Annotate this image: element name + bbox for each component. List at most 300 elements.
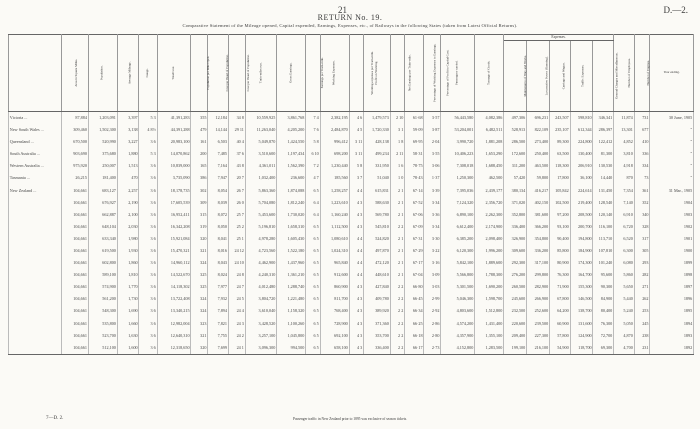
cell-xpt: 4 3 bbox=[349, 197, 363, 209]
cell-cost: 17,605,539 bbox=[157, 197, 191, 209]
cell-yr: " bbox=[650, 160, 694, 172]
cell-tons: 1,889,600 bbox=[475, 257, 504, 269]
cell-ppm: 321 bbox=[191, 330, 208, 342]
cell-npt: 2 1 bbox=[390, 185, 404, 197]
cell-eng: 282 bbox=[634, 269, 650, 281]
cell-e1: 292,300 bbox=[504, 257, 527, 269]
page-number: 21 bbox=[338, 5, 347, 15]
cell-cost: 41,391,283 bbox=[157, 112, 191, 125]
col-area: Area in Square Miles. bbox=[62, 35, 89, 112]
cell-ppm: 302 bbox=[191, 185, 208, 197]
cell-e1: 528,913 bbox=[504, 124, 527, 136]
cell-yr: 1892 bbox=[650, 342, 694, 355]
cell-eng: 352 bbox=[634, 197, 650, 209]
cell-earn: 1,221,480 bbox=[277, 293, 306, 305]
cell-cost: 16,342,208 bbox=[157, 221, 191, 233]
cell-e5: 81,300 bbox=[593, 148, 614, 160]
cell-ept: 6 5 bbox=[306, 245, 320, 257]
cell-pp: 3·87 bbox=[424, 124, 441, 136]
cell-cost: 14,522,670 bbox=[157, 269, 191, 281]
cell-pp: 3·09 bbox=[424, 269, 441, 281]
cell-state: Queensland ... bbox=[9, 136, 62, 148]
cell-eng: 340 bbox=[634, 209, 650, 221]
cell-cost: 16,952,411 bbox=[157, 209, 191, 221]
col-exp-carriage: Carriage and Wagon. bbox=[549, 41, 570, 112]
table-row bbox=[9, 281, 694, 293]
cell-yr: 1895 bbox=[650, 306, 694, 318]
table-row bbox=[9, 342, 694, 355]
cell-mileage: 1,513 bbox=[117, 160, 139, 172]
cell-exp: 965,840 bbox=[320, 257, 349, 269]
cell-e4: 612,344 bbox=[570, 124, 593, 136]
cell-cph: 24 1 bbox=[228, 342, 245, 355]
cell-e5: 131,450 bbox=[593, 185, 614, 197]
cell-area: 104,661 bbox=[62, 233, 89, 245]
cell-pop: 181,400 bbox=[88, 172, 117, 184]
cell-state bbox=[9, 330, 62, 342]
cell-xpt: 3 11 bbox=[349, 136, 363, 148]
cell-state bbox=[9, 221, 62, 233]
comparative-statement-table bbox=[8, 34, 694, 355]
cell-ept: 7 4 bbox=[306, 112, 320, 125]
cell-eng: 317 bbox=[634, 233, 650, 245]
cell-xpt: 4 5 bbox=[349, 124, 363, 136]
cell-xpt: 4 3 bbox=[349, 221, 363, 233]
table-row bbox=[9, 306, 694, 318]
cell-earn: 3,861,768 bbox=[277, 112, 306, 125]
cell-ept: 4 7 bbox=[306, 172, 320, 184]
cell-trains: 5,453,600 bbox=[245, 209, 276, 221]
cell-area: 104,661 bbox=[62, 306, 89, 318]
cell-pass: 56,443,580 bbox=[441, 112, 475, 125]
cell-tons: 1,355,100 bbox=[475, 330, 504, 342]
cell-pp: 3·30 bbox=[424, 233, 441, 245]
cell-xpt: 4 3 bbox=[349, 330, 363, 342]
cell-pe: 66·25 bbox=[405, 318, 424, 330]
cell-pass: 5,301,500 bbox=[441, 281, 475, 293]
cell-ept: 7 2 bbox=[306, 160, 320, 172]
cell-e2: 59,800 bbox=[527, 172, 550, 184]
cell-eng: 262 bbox=[634, 293, 650, 305]
cell-npt: 2 1 bbox=[390, 197, 404, 209]
cell-area: 104,661 bbox=[62, 318, 89, 330]
cell-npt: 2 2 bbox=[390, 293, 404, 305]
cell-ept: 6 5 bbox=[306, 221, 320, 233]
cell-e5: 116,100 bbox=[593, 221, 614, 233]
cell-e2: 216,100 bbox=[527, 342, 550, 355]
cell-cost: 15,470,321 bbox=[157, 245, 191, 257]
cell-cpm: 8,054 bbox=[208, 185, 229, 197]
cell-profit: 1,479,573 bbox=[364, 112, 391, 125]
table-row bbox=[9, 172, 694, 184]
cell-xpt: 5 8 bbox=[349, 160, 363, 172]
col-gauge: Gauge. bbox=[139, 35, 157, 112]
cell-pop: 1,203,091 bbox=[88, 112, 117, 125]
cell-tons: 1,788,300 bbox=[475, 269, 504, 281]
cell-pp: 2·73 bbox=[424, 342, 441, 355]
cell-yr: " bbox=[650, 136, 694, 148]
cell-cpm: 8,039 bbox=[208, 197, 229, 209]
cell-pp: 2·99 bbox=[424, 293, 441, 305]
cell-yr: 1900 bbox=[650, 245, 694, 257]
col-pct-exp-earn: Percentage of Working Expenses to Earnings. bbox=[405, 35, 424, 112]
cell-trains: 5,049,870 bbox=[245, 136, 276, 148]
cell-ept: 6 5 bbox=[306, 185, 320, 197]
cell-profit: 51,040 bbox=[364, 172, 391, 184]
cell-e4: 118,700 bbox=[570, 342, 593, 355]
cell-e2: 266,900 bbox=[527, 293, 550, 305]
cell-mileage: 3,397 bbox=[117, 112, 139, 125]
cell-area: 87,884 bbox=[62, 112, 89, 125]
cell-e4: 194,800 bbox=[570, 233, 593, 245]
cell-e1: 309,600 bbox=[504, 245, 527, 257]
cell-npt: 2 1 bbox=[390, 209, 404, 221]
cell-pe: 67·14 bbox=[405, 185, 424, 197]
cell-state: New Zealand ... bbox=[9, 185, 62, 197]
cell-e3: 118,300 bbox=[549, 160, 570, 172]
cell-pass: 3,990,720 bbox=[441, 136, 475, 148]
cell-cost: 18,178,735 bbox=[157, 185, 191, 197]
cell-e3: 90,400 bbox=[549, 233, 570, 245]
cell-trains: 4,462,900 bbox=[245, 257, 276, 269]
cell-staff: 5,860 bbox=[614, 269, 635, 281]
cell-pop: 512,100 bbox=[88, 342, 117, 355]
col-exp-loco: Locomotive Power (Running). bbox=[527, 41, 550, 112]
cell-pop: 548,300 bbox=[88, 306, 117, 318]
cell-state bbox=[9, 318, 62, 330]
cell-e1: 220,600 bbox=[504, 318, 527, 330]
cell-e1: 276,200 bbox=[504, 269, 527, 281]
col-employees: Number of Employees. bbox=[614, 35, 635, 112]
cell-area: 104,661 bbox=[62, 257, 89, 269]
cell-ppm: 321 bbox=[191, 245, 208, 257]
table-row bbox=[9, 293, 694, 305]
cell-ept: 6 5 bbox=[306, 233, 320, 245]
cell-area: 104,661 bbox=[62, 269, 89, 281]
cell-pp: 3·39 bbox=[424, 185, 441, 197]
cell-pe: 66·34 bbox=[405, 306, 424, 318]
cell-e2: 317,100 bbox=[527, 257, 550, 269]
cell-ept: 6 5 bbox=[306, 293, 320, 305]
cell-e2: 416,217 bbox=[527, 185, 550, 197]
cell-earn: 4,205,200 bbox=[277, 124, 306, 136]
cell-pe: 66·80 bbox=[405, 281, 424, 293]
cell-yr: 1893 bbox=[650, 330, 694, 342]
cell-pop: 676,927 bbox=[88, 197, 117, 209]
cell-e4: 131,600 bbox=[570, 318, 593, 330]
cell-mileage: 1,730 bbox=[117, 293, 139, 305]
cell-e2: 252,600 bbox=[527, 306, 550, 318]
cell-cost: 12,640,310 bbox=[157, 330, 191, 342]
cell-npt: 3 1 bbox=[390, 124, 404, 136]
cell-tons: 4,082,386 bbox=[475, 112, 504, 125]
cell-e2: 381,600 bbox=[527, 209, 550, 221]
cell-pp: 2·86 bbox=[424, 318, 441, 330]
cell-tons: 2,098,400 bbox=[475, 233, 504, 245]
cell-tons: 2,262,300 bbox=[475, 209, 504, 221]
cell-profit: 336,400 bbox=[364, 342, 391, 355]
cell-e4: 130,400 bbox=[570, 148, 593, 160]
col-cost-per-mile: Cost per Head of Population. bbox=[208, 35, 229, 112]
col-earn-per-train-mile: Earnings per Train-mile. bbox=[306, 35, 320, 112]
cell-exp: 1,160,240 bbox=[320, 209, 349, 221]
cell-cost: 13,340,215 bbox=[157, 306, 191, 318]
cell-e2: 696,231 bbox=[527, 112, 550, 125]
cell-staff: 5,440 bbox=[614, 293, 635, 305]
cell-eng: 361 bbox=[634, 185, 650, 197]
cell-exp: 811,700 bbox=[320, 293, 349, 305]
cell-xpt: 4 4 bbox=[349, 185, 363, 197]
cell-trains: 5,863,360 bbox=[245, 185, 276, 197]
cell-trains: 4,723,560 bbox=[245, 245, 276, 257]
cell-e5: 113,710 bbox=[593, 233, 614, 245]
cell-pe: 66·45 bbox=[405, 293, 424, 305]
cell-ept: 6 5 bbox=[306, 318, 320, 330]
cell-pop: 250,007 bbox=[88, 160, 117, 172]
table-row bbox=[9, 245, 694, 257]
cell-area: 309,460 bbox=[62, 124, 89, 136]
cell-pass: 4,152,800 bbox=[441, 342, 475, 355]
cell-e3: 71,900 bbox=[549, 281, 570, 293]
cell-state: New South Wales ... bbox=[9, 124, 62, 136]
cell-e4: 224,614 bbox=[570, 185, 593, 197]
cell-yr: 1904 bbox=[650, 197, 694, 209]
cell-earn: 236,600 bbox=[277, 172, 306, 184]
table-row bbox=[9, 112, 694, 125]
cell-exp: 912,600 bbox=[320, 269, 349, 281]
cell-xpt: 4 4 bbox=[349, 269, 363, 281]
cell-yr: 1894 bbox=[650, 318, 694, 330]
cell-staff: 4,918 bbox=[614, 160, 635, 172]
cell-tons: 1,512,800 bbox=[475, 306, 504, 318]
cell-gauge: 3 6 bbox=[139, 330, 157, 342]
cell-pop: 619,500 bbox=[88, 245, 117, 257]
cell-tons: 1,283,500 bbox=[475, 342, 504, 355]
cell-gauge: 3 6 bbox=[139, 160, 157, 172]
cell-tons: 2,439,177 bbox=[475, 185, 504, 197]
cell-e2: 299,800 bbox=[527, 269, 550, 281]
cell-e5: 14,440 bbox=[593, 172, 614, 184]
cell-xpt: 4 3 bbox=[349, 293, 363, 305]
cell-gauge: 3 6 bbox=[139, 172, 157, 184]
cell-cpm: 7,894 bbox=[208, 306, 229, 318]
cell-ept: 6 5 bbox=[306, 257, 320, 269]
cell-profit: 331,950 bbox=[364, 160, 391, 172]
cell-e3: 64,200 bbox=[549, 306, 570, 318]
cell-e5: 120,140 bbox=[593, 209, 614, 221]
cell-profit: 389,920 bbox=[364, 306, 391, 318]
cell-e3: 243,507 bbox=[549, 112, 570, 125]
cell-exp: 658,100 bbox=[320, 342, 349, 355]
table-row bbox=[9, 124, 694, 136]
cell-mileage: 2,190 bbox=[117, 197, 139, 209]
cell-yr: 31 Mar., 1905 bbox=[650, 185, 694, 197]
cell-cpm: 8,024 bbox=[208, 269, 229, 281]
cell-e1: 380,134 bbox=[504, 185, 527, 197]
cell-staff: 6,910 bbox=[614, 209, 635, 221]
cell-earn: 1,424,550 bbox=[277, 136, 306, 148]
col-cost-per-head: Cost per Head of Population. bbox=[228, 35, 245, 112]
cell-tons: 1,431,400 bbox=[475, 318, 504, 330]
cell-npt: 1 8 bbox=[390, 136, 404, 148]
cell-trains: 1,032,400 bbox=[245, 172, 276, 184]
cell-exp: 1,080,610 bbox=[320, 233, 349, 245]
cell-pop: 633,340 bbox=[88, 233, 117, 245]
return-title: RETURN No. 19. bbox=[317, 13, 383, 22]
cell-pp: 1·37 bbox=[424, 172, 441, 184]
cell-trains: 3,428,520 bbox=[245, 318, 276, 330]
cell-cost: 14,960,112 bbox=[157, 257, 191, 269]
cell-state: Victoria ... bbox=[9, 112, 62, 125]
cell-profit: 472,120 bbox=[364, 257, 391, 269]
cell-pass: 4,803,600 bbox=[441, 306, 475, 318]
cell-npt: 1 6 bbox=[390, 160, 404, 172]
col-engines: Number of Engines. bbox=[634, 35, 650, 112]
col-state bbox=[9, 35, 62, 112]
cell-tons: 1,996,200 bbox=[475, 245, 504, 257]
cell-eng: 238 bbox=[634, 330, 650, 342]
cell-staff: 7,354 bbox=[614, 185, 635, 197]
cell-tons: 1,690,200 bbox=[475, 281, 504, 293]
cell-gauge: 3 6 bbox=[139, 221, 157, 233]
cell-trains: 4,240,310 bbox=[245, 269, 276, 281]
cell-mileage: 1,770 bbox=[117, 281, 139, 293]
cell-mileage: 1,660 bbox=[117, 318, 139, 330]
cell-e1: 326,900 bbox=[504, 233, 527, 245]
table-row bbox=[9, 221, 694, 233]
cell-pass: 5,842,100 bbox=[441, 257, 475, 269]
cell-exp: 2,484,870 bbox=[320, 124, 349, 136]
cell-eng: 253 bbox=[634, 306, 650, 318]
cell-gauge: 4 8½ bbox=[139, 124, 157, 136]
cell-profit: 588,630 bbox=[364, 197, 391, 209]
cell-e3: 80,900 bbox=[549, 257, 570, 269]
cell-cost: 12,982,004 bbox=[157, 318, 191, 330]
cell-cpm: 8,043 bbox=[208, 257, 229, 269]
cell-pop: 561,200 bbox=[88, 293, 117, 305]
cell-e1: 286,500 bbox=[504, 136, 527, 148]
cell-e2: 463,500 bbox=[527, 160, 550, 172]
cell-ept: 6 4 bbox=[306, 197, 320, 209]
cell-e5: 107,810 bbox=[593, 245, 614, 257]
cell-pe: 69·95 bbox=[405, 136, 424, 148]
cell-ept: 5 8 bbox=[306, 136, 320, 148]
cell-npt: 2 1 bbox=[390, 245, 404, 257]
cell-eng: 410 bbox=[634, 136, 650, 148]
cell-cpm: 7,932 bbox=[208, 293, 229, 305]
cell-e4: 155,300 bbox=[570, 281, 593, 293]
cell-e4: 164,700 bbox=[570, 269, 593, 281]
cell-area: 104,661 bbox=[62, 221, 89, 233]
cell-pass: 7,308,018 bbox=[441, 160, 475, 172]
cell-e4: 200,700 bbox=[570, 221, 593, 233]
table-row bbox=[9, 136, 694, 148]
cell-pass: 6,890,100 bbox=[441, 209, 475, 221]
cell-staff: 13,301 bbox=[614, 124, 635, 136]
cell-pop: 375,680 bbox=[88, 148, 117, 160]
cell-e4: 138,700 bbox=[570, 306, 593, 318]
cell-mileage: 1,860 bbox=[117, 257, 139, 269]
col-passengers: Passengers carried. bbox=[441, 35, 475, 112]
cell-pp: 3·55 bbox=[424, 148, 441, 160]
cell-ept: 7 6 bbox=[306, 124, 320, 136]
cell-e5: 69,300 bbox=[593, 342, 614, 355]
cell-profit: 545,810 bbox=[364, 221, 391, 233]
cell-profit: 428,138 bbox=[364, 136, 391, 148]
cell-npt: 2 1 bbox=[390, 233, 404, 245]
cell-pop: 648,104 bbox=[88, 221, 117, 233]
cell-exp: 768,400 bbox=[320, 306, 349, 318]
cell-e1: 57,420 bbox=[504, 172, 527, 184]
cell-profit: 371,360 bbox=[364, 318, 391, 330]
cell-ppm: 200 bbox=[191, 148, 208, 160]
cell-cost: 15,921,084 bbox=[157, 233, 191, 245]
cell-staff: 4,700 bbox=[614, 342, 635, 355]
cell-yr: 1897 bbox=[650, 281, 694, 293]
cell-xpt: 4 4 bbox=[349, 245, 363, 257]
cell-mileage: 1,880 bbox=[117, 148, 139, 160]
cell-cph: 24 2 bbox=[228, 330, 245, 342]
cell-e2: 282,900 bbox=[527, 281, 550, 293]
cell-pass: 6,385,200 bbox=[441, 233, 475, 245]
cell-mileage: 2,100 bbox=[117, 209, 139, 221]
cell-state bbox=[9, 269, 62, 281]
cell-ept: 6 5 bbox=[306, 342, 320, 355]
cell-trains: 3,610,040 bbox=[245, 306, 276, 318]
col-year: Year ending. bbox=[650, 35, 694, 112]
cell-e3: 76,300 bbox=[549, 269, 570, 281]
cell-ppm: 161 bbox=[191, 136, 208, 148]
cell-xpt: 4 3 bbox=[349, 306, 363, 318]
cell-yr: " bbox=[650, 124, 694, 136]
cell-ppm: 309 bbox=[191, 197, 208, 209]
cell-e3: 89,300 bbox=[549, 136, 570, 148]
cell-pe: 67·31 bbox=[405, 233, 424, 245]
cell-exp: 692,100 bbox=[320, 330, 349, 342]
cell-earn: 1,562,390 bbox=[277, 160, 306, 172]
cell-e3: 93,100 bbox=[549, 221, 570, 233]
cell-exp: 860,900 bbox=[320, 281, 349, 293]
cell-tons: 1,598,700 bbox=[475, 293, 504, 305]
cell-profit: 353,700 bbox=[364, 330, 391, 342]
cell-cost: 14,070,862 bbox=[157, 148, 191, 160]
cell-gauge: 3 6 bbox=[139, 233, 157, 245]
cell-e5: 80,400 bbox=[593, 306, 614, 318]
cell-pe: 67·06 bbox=[405, 209, 424, 221]
cell-earn: 1,437,960 bbox=[277, 257, 306, 269]
cell-e4: 124,900 bbox=[570, 330, 593, 342]
col-exp-traffic: Traffic Expenses. bbox=[570, 41, 593, 112]
cell-tons: 1,881,208 bbox=[475, 136, 504, 148]
cell-cost: 10,839,000 bbox=[157, 160, 191, 172]
cell-profit: 524,820 bbox=[364, 233, 391, 245]
cell-ppm: 479 bbox=[191, 124, 208, 136]
cell-ept: 6 4 bbox=[306, 209, 320, 221]
cell-state: South Australia ... bbox=[9, 148, 62, 160]
cell-area: 903,690 bbox=[62, 148, 89, 160]
cell-yr: " bbox=[650, 172, 694, 184]
cell-state bbox=[9, 209, 62, 221]
table-row bbox=[9, 233, 694, 245]
cell-earn: 1,288,740 bbox=[277, 281, 306, 293]
cell-gauge: 5 3 bbox=[139, 148, 157, 160]
cell-state: Tasmania ... bbox=[9, 172, 62, 184]
cell-eng: 73 bbox=[634, 172, 650, 184]
col-population: Population. bbox=[88, 35, 117, 112]
cell-ppm: 320 bbox=[191, 342, 208, 355]
cell-pass: 5,566,800 bbox=[441, 269, 475, 281]
table-row bbox=[9, 185, 694, 197]
